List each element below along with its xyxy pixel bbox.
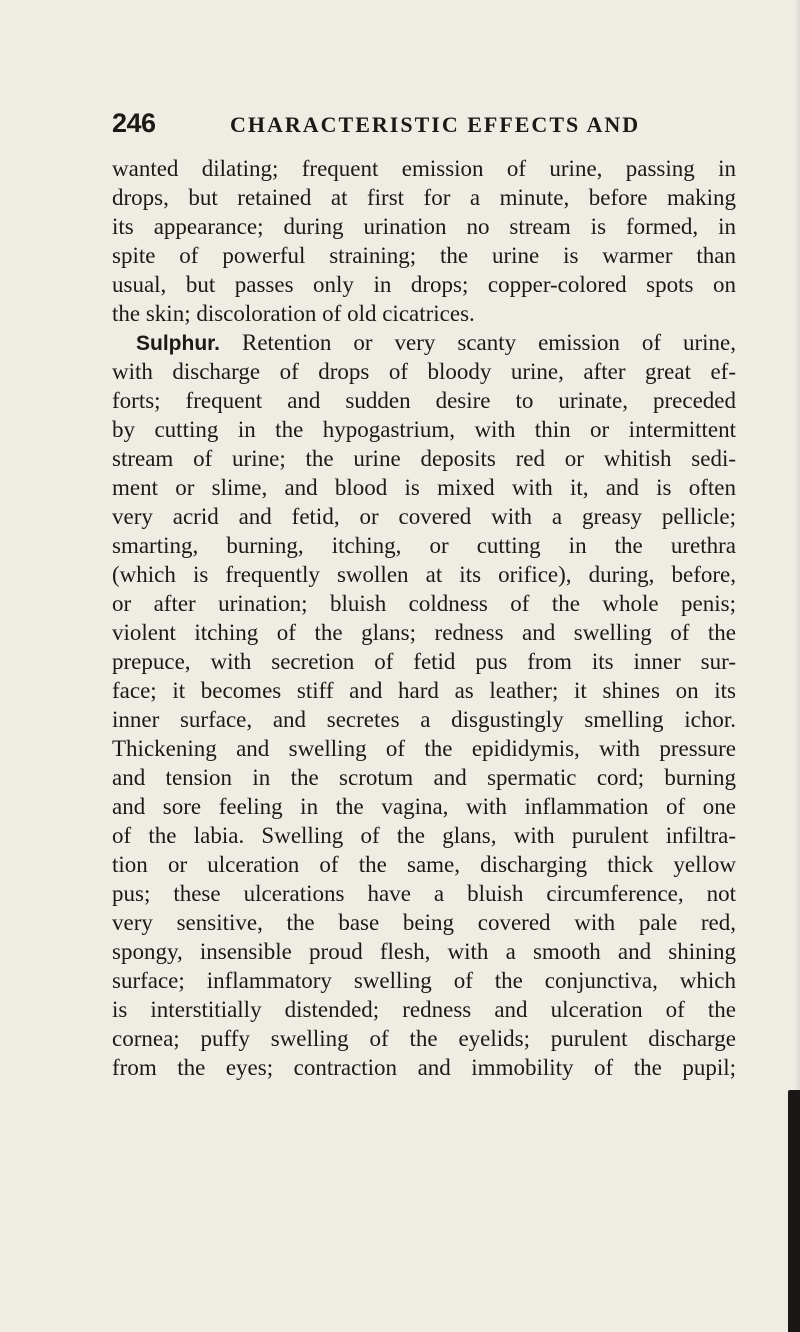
page-edge-dark-margin bbox=[788, 1090, 800, 1332]
text-line: surface; inflammatory swelling of the conjunctiva, which bbox=[112, 968, 736, 993]
body-text bbox=[112, 154, 736, 1082]
text-line: pus; these ulcerations have a bluish circumference, not bbox=[112, 881, 736, 906]
sulphur-paragraph-first-line bbox=[112, 328, 736, 357]
text-line: prepuce, with secretion of fetid pus from its inner sur- bbox=[112, 649, 736, 674]
text-line: face; it becomes stiff and hard as leather; it shines on its bbox=[112, 678, 736, 703]
text-line: of the labia. Swelling of the glans, with purulent infiltra- bbox=[112, 823, 736, 848]
text-line: spite of powerful straining; the urine is warmer than bbox=[112, 243, 736, 268]
text-line: with discharge of drops of bloody urine, after great ef- bbox=[112, 359, 736, 384]
text-line: (which is frequently swollen at its orifice), during, before, bbox=[112, 562, 736, 587]
text-line: smarting, burning, itching, or cutting in the urethra bbox=[112, 533, 736, 558]
text-line: by cutting in the hypogastrium, with thin or intermittent bbox=[112, 417, 736, 442]
page-header bbox=[112, 108, 732, 142]
text-line: drops, but retained at first for a minute, before making bbox=[112, 185, 736, 210]
text-line: spongy, insensible proud flesh, with a smooth and shining bbox=[112, 939, 736, 964]
text-line: very acrid and fetid, or covered with a greasy pellicle; bbox=[112, 504, 736, 529]
text-line: cornea; puffy swelling of the eyelids; purulent discharge bbox=[112, 1026, 736, 1051]
text-line: stream of urine; the urine deposits red or whitish sedi- bbox=[112, 446, 736, 471]
running-head: CHARACTERISTIC EFFECTS AND bbox=[230, 112, 641, 137]
text-line: inner surface, and secretes a disgustingly smelling ichor. bbox=[112, 707, 736, 732]
text-line: tion or ulceration of the same, discharging thick yellow bbox=[112, 852, 736, 877]
text-line: wanted dilating; frequent emission of urine, passing in bbox=[112, 156, 736, 181]
text-line: ment or slime, and blood is mixed with it, and is often bbox=[112, 475, 736, 500]
text-line: the skin; discoloration of old cicatrices. bbox=[112, 301, 475, 326]
page-number: 246 bbox=[112, 108, 156, 138]
text-line: is interstitially distended; redness and ulceration of the bbox=[112, 997, 736, 1022]
text-line: its appearance; during urination no stream is formed, in bbox=[112, 214, 736, 239]
text-line: forts; frequent and sudden desire to urinate, preceded bbox=[112, 388, 736, 413]
text-line: Retention or very scanty emission of urine, bbox=[241, 330, 736, 355]
text-line: Thickening and swelling of the epididymis, with pressure bbox=[112, 736, 736, 761]
text-line: very sensitive, the base being covered with pale red, bbox=[112, 910, 736, 935]
text-line: from the eyes; contraction and immobility of the pupil; bbox=[112, 1055, 736, 1080]
text-line: and sore feeling in the vagina, with inflammation of one bbox=[112, 794, 736, 819]
remedy-heading-sulphur: Sulphur. bbox=[136, 332, 220, 355]
text-line: or after urination; bluish coldness of the whole penis; bbox=[112, 591, 736, 616]
text-line: usual, but passes only in drops; copper-colored spots on bbox=[112, 272, 736, 297]
text-line: violent itching of the glans; redness and swelling of the bbox=[112, 620, 736, 645]
text-line: and tension in the scrotum and spermatic cord; burning bbox=[112, 765, 736, 790]
